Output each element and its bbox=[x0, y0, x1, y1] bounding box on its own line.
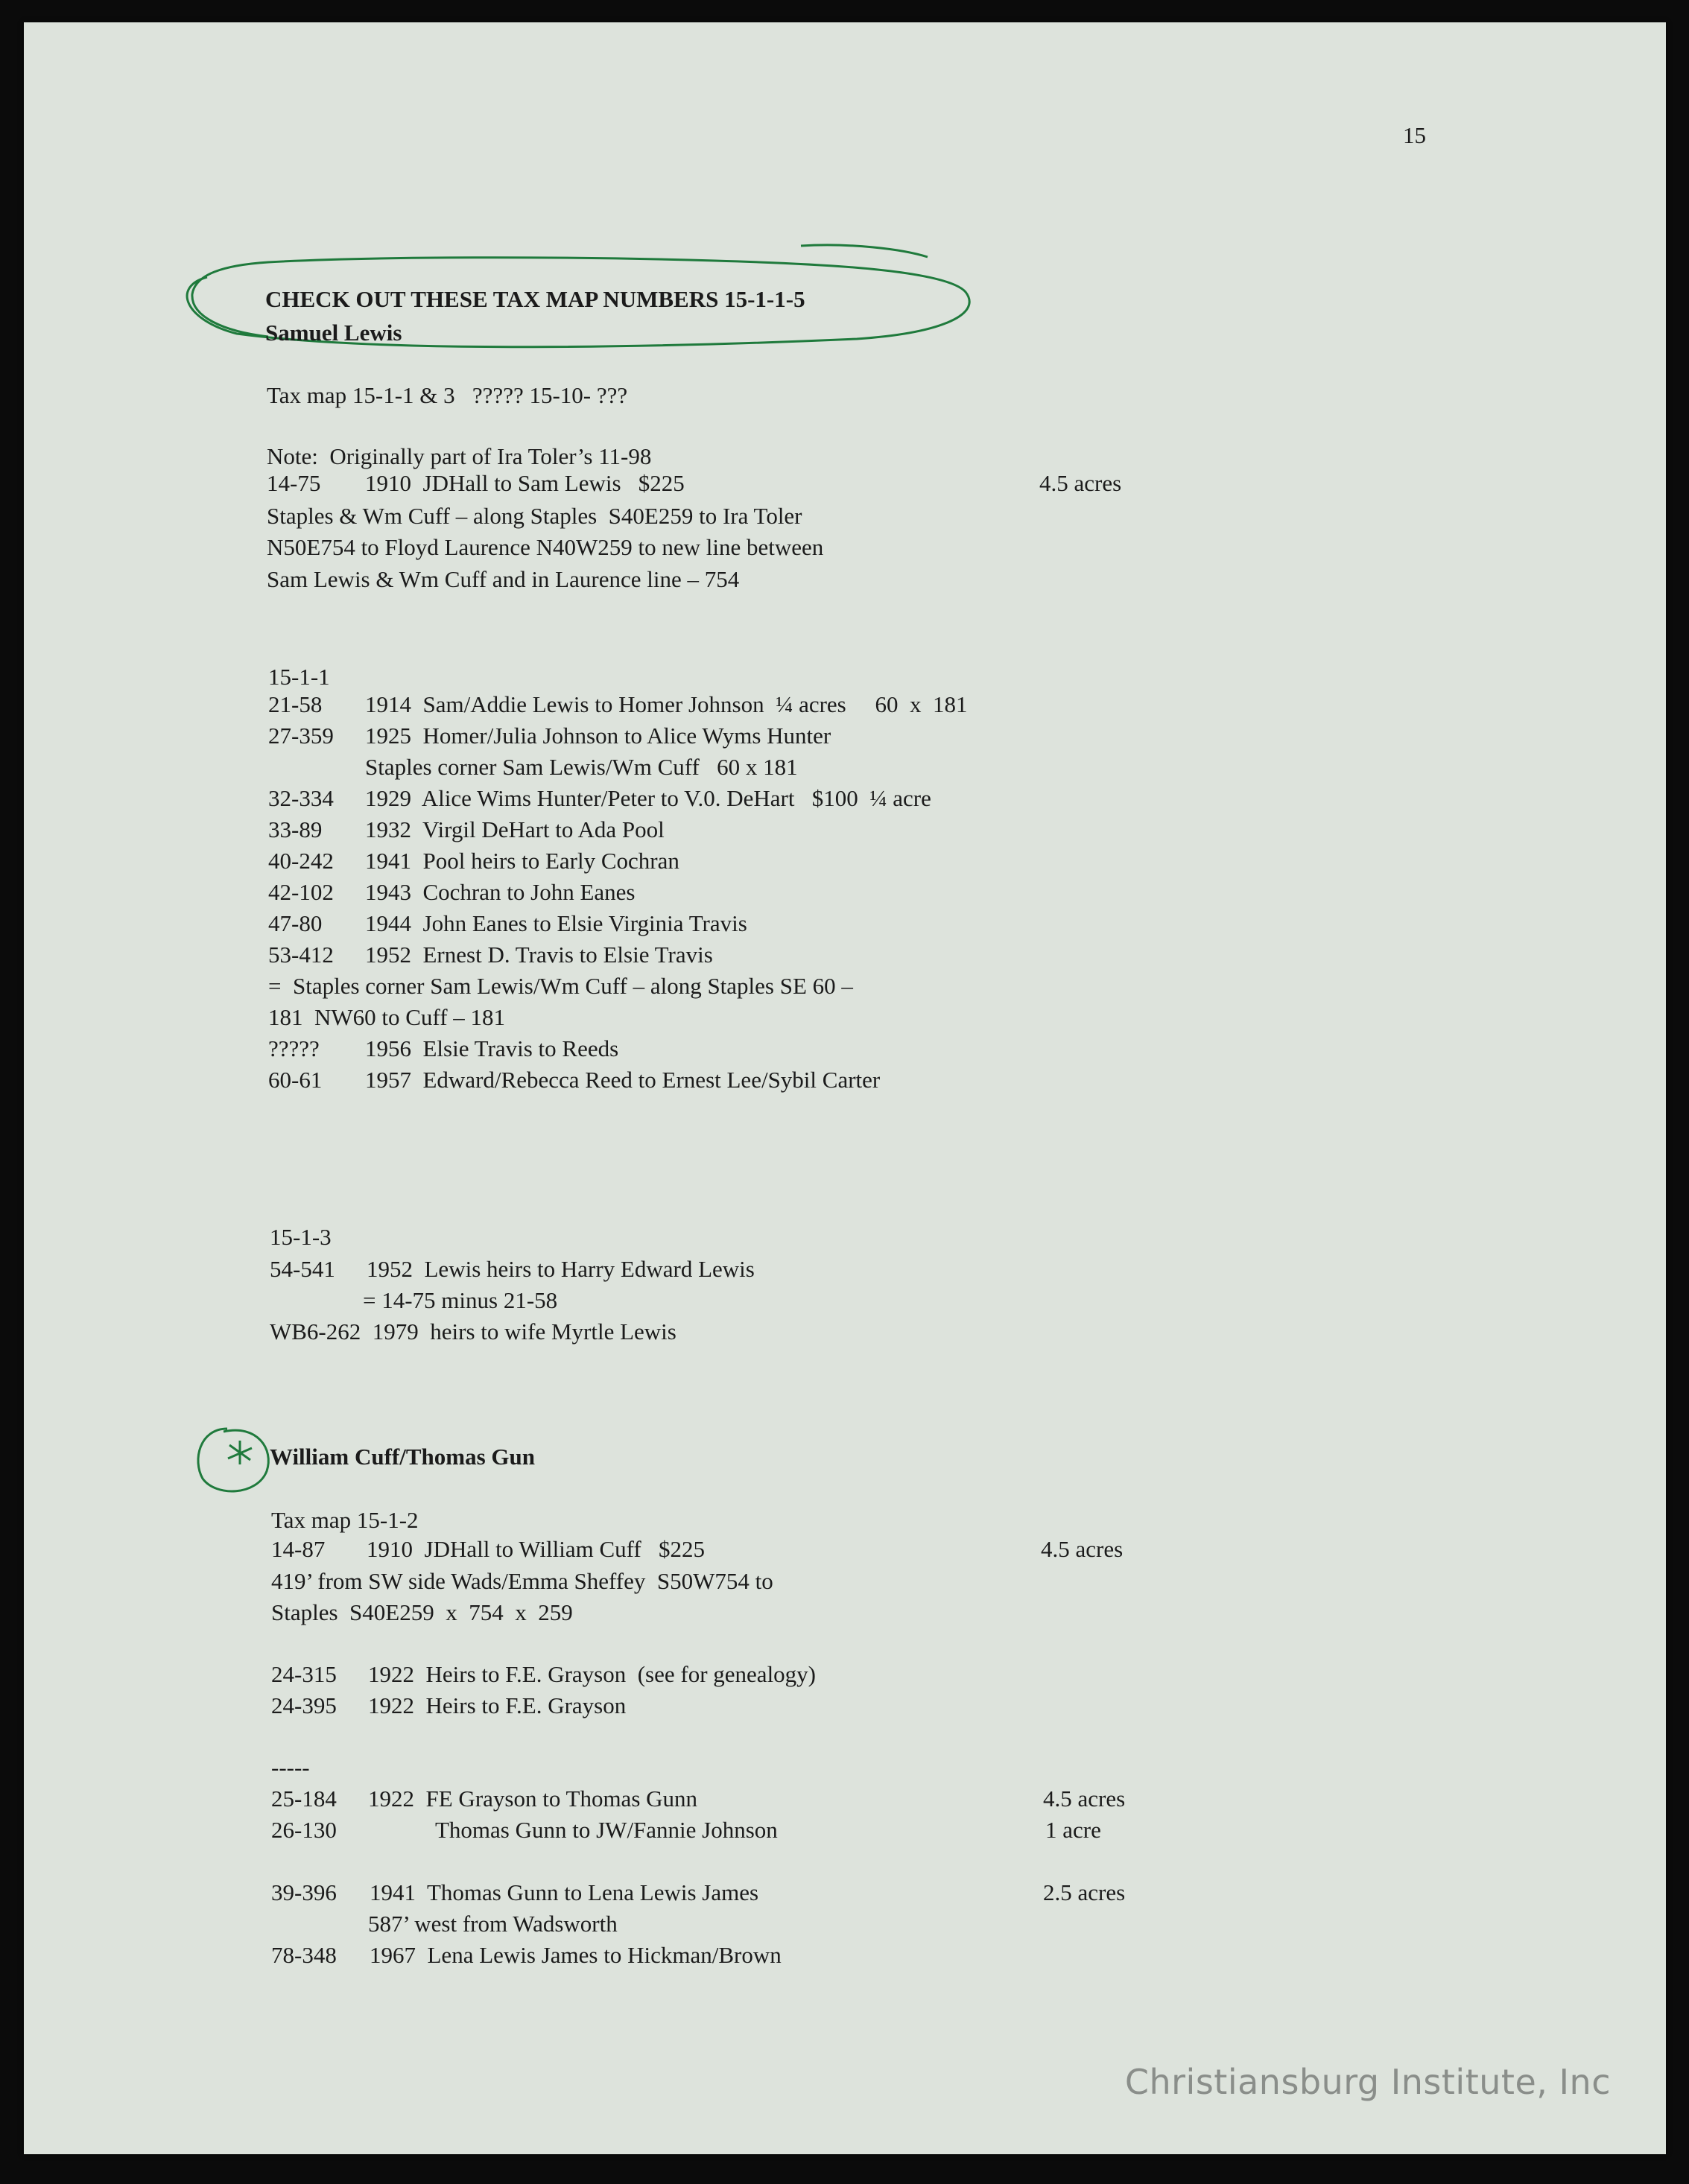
record-deed-number: 24-315 bbox=[271, 1661, 337, 1687]
record-entry: 1941 Pool heirs to Early Cochran bbox=[365, 848, 679, 874]
record-acres: 4.5 acres bbox=[1043, 1785, 1126, 1812]
record-entry: 1932 Virgil DeHart to Ada Pool bbox=[365, 816, 665, 842]
watermark-text: Christiansburg Institute, Inc bbox=[1124, 2062, 1611, 2102]
record-entry: 1957 Edward/Rebecca Reed to Ernest Lee/Sybil Carter bbox=[365, 1067, 881, 1093]
deed-description-line: N50E754 to Floyd Laurence N40W259 to new line between bbox=[267, 534, 824, 560]
record-description-line: = 14-75 minus 21-58 bbox=[363, 1287, 558, 1313]
record-deed-number: 33-89 bbox=[268, 816, 323, 842]
record-deed-number: 78-348 bbox=[271, 1942, 337, 1968]
record-deed-number: 47-80 bbox=[268, 910, 323, 936]
parcel-label: 15-1-3 bbox=[270, 1224, 332, 1250]
record-entry: 1952 Ernest D. Travis to Elsie Travis bbox=[365, 942, 713, 968]
deed-number: 14-75 bbox=[267, 470, 321, 496]
record-deed-number: 24-395 bbox=[271, 1692, 337, 1718]
ink-tail-stroke bbox=[801, 245, 928, 257]
record-acres: 2.5 acres bbox=[1043, 1879, 1126, 1905]
record-deed-number: 27-359 bbox=[268, 723, 334, 749]
note-line: Note: Originally part of Ira Toler’s 11-98 bbox=[267, 443, 652, 469]
deed-description-line: Staples S40E259 x 754 x 259 bbox=[271, 1599, 573, 1625]
record-deed-number: 26-130 bbox=[271, 1817, 337, 1843]
record-entry: Thomas Gunn to JW/Fannie Johnson bbox=[435, 1817, 778, 1843]
record-description-line: = Staples corner Sam Lewis/Wm Cuff – along Staples SE 60 – bbox=[268, 973, 853, 999]
deed-acres: 4.5 acres bbox=[1039, 470, 1122, 496]
record-description-line: 587’ west from Wadsworth bbox=[368, 1911, 618, 1937]
deed-description-line: Sam Lewis & Wm Cuff and in Laurence line – 754 bbox=[267, 566, 740, 592]
record-entry: WB6-262 1979 heirs to wife Myrtle Lewis bbox=[270, 1318, 676, 1345]
asterisk-icon bbox=[228, 1441, 252, 1464]
record-deed-number: 32-334 bbox=[268, 785, 334, 811]
parcel-label: 15-1-1 bbox=[268, 664, 330, 690]
record-deed-number: 42-102 bbox=[268, 879, 334, 905]
section-heading: William Cuff/Thomas Gun bbox=[270, 1444, 536, 1470]
separator-dashes: ----- bbox=[271, 1754, 310, 1780]
record-entry: 1952 Lewis heirs to Harry Edward Lewis bbox=[367, 1256, 755, 1282]
record-deed-number: 60-61 bbox=[268, 1067, 323, 1093]
record-deed-number: ????? bbox=[268, 1035, 320, 1061]
taxmap-line: Tax map 15-1-2 bbox=[271, 1507, 419, 1533]
page-number: 15 bbox=[1403, 122, 1426, 148]
section-heading: CHECK OUT THESE TAX MAP NUMBERS 15-1-1-5 bbox=[265, 286, 805, 312]
record-entry: Staples corner Sam Lewis/Wm Cuff 60 x 181 bbox=[365, 754, 798, 780]
record-acres: 1 acre bbox=[1045, 1817, 1101, 1843]
record-entry: 1922 FE Grayson to Thomas Gunn bbox=[368, 1785, 698, 1812]
ink-circle-around-star bbox=[198, 1429, 268, 1491]
record-entry: 1922 Heirs to F.E. Grayson (see for genealogy) bbox=[368, 1661, 817, 1687]
deed-description-line: Staples & Wm Cuff – along Staples S40E259 to Ira Toler bbox=[267, 503, 802, 529]
record-deed-number: 40-242 bbox=[268, 848, 334, 874]
record-deed-number: 54-541 bbox=[270, 1256, 335, 1282]
deed-entry: 1910 JDHall to Sam Lewis $225 bbox=[365, 470, 685, 496]
deed-entry: 1910 JDHall to William Cuff $225 bbox=[367, 1536, 705, 1562]
record-deed-number: 21-58 bbox=[268, 691, 323, 717]
section-name: Samuel Lewis bbox=[265, 320, 402, 346]
record-deed-number: 39-396 bbox=[271, 1879, 337, 1905]
record-entry: 1967 Lena Lewis James to Hickman/Brown bbox=[370, 1942, 782, 1968]
record-entry: 1956 Elsie Travis to Reeds bbox=[365, 1035, 619, 1061]
record-entry: 1944 John Eanes to Elsie Virginia Travis bbox=[365, 910, 747, 936]
record-deed-number: 25-184 bbox=[271, 1785, 337, 1812]
deed-acres: 4.5 acres bbox=[1041, 1536, 1124, 1562]
record-entry: 1922 Heirs to F.E. Grayson bbox=[368, 1692, 627, 1718]
record-entry: 1925 Homer/Julia Johnson to Alice Wyms Hunter bbox=[365, 723, 831, 749]
deed-description-line: 419’ from SW side Wads/Emma Sheffey S50W754 to bbox=[271, 1568, 773, 1594]
record-entry: 1941 Thomas Gunn to Lena Lewis James bbox=[370, 1879, 759, 1905]
record-deed-number: 53-412 bbox=[268, 942, 334, 968]
record-entry: 1914 Sam/Addie Lewis to Homer Johnson ¼ acres 60 x 181 bbox=[365, 691, 968, 717]
record-description-line: 181 NW60 to Cuff – 181 bbox=[268, 1004, 506, 1030]
record-entry: 1929 Alice Wims Hunter/Peter to V.0. DeHart $100 ¼ acre bbox=[365, 785, 931, 811]
record-entry: 1943 Cochran to John Eanes bbox=[365, 879, 636, 905]
taxmap-line: Tax map 15-1-1 & 3 ????? 15-10- ??? bbox=[267, 382, 628, 408]
deed-number: 14-87 bbox=[271, 1536, 326, 1562]
